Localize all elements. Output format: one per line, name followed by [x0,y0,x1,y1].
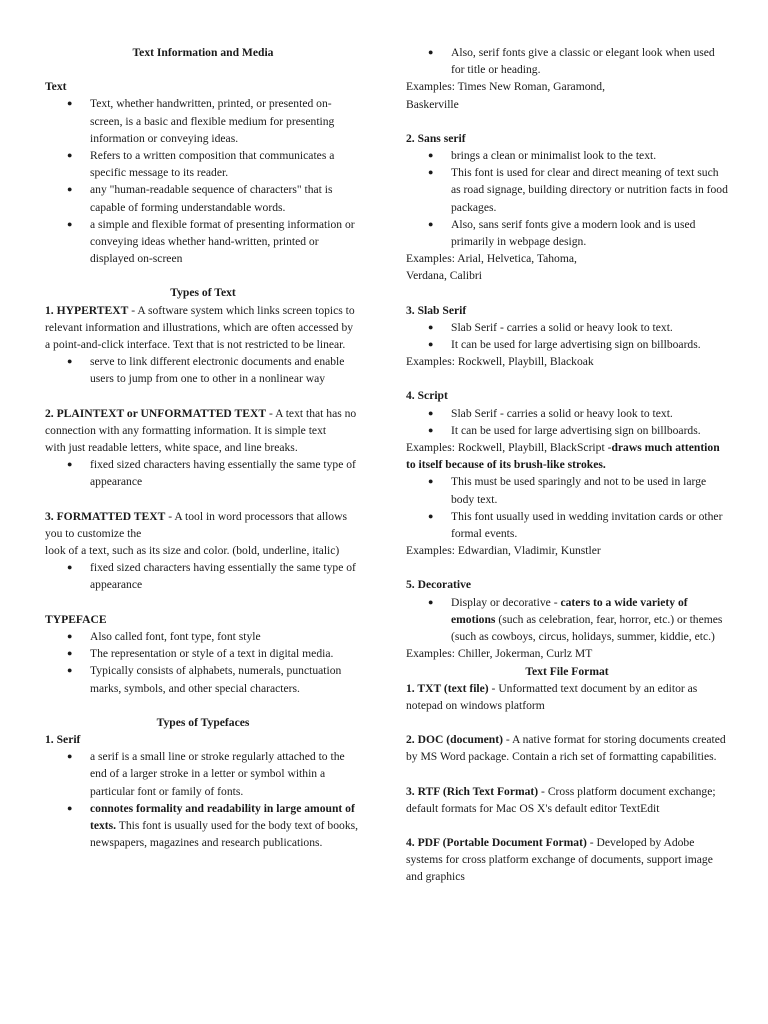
plaintext-paragraph [45,405,361,439]
script-bullet-list [406,405,728,439]
list-item: ● any "human-readable sequence of characters" that is capable of forming understandable words. [45,181,361,215]
sans-serif-examples: Examples: Arial, Helvetica, Tahoma, [406,252,577,266]
list-item: ● serve to link different electronic documents and enable users to jump from one to other in a nonlinear way [45,353,361,387]
plaintext-desc-continued: with just readable letters, white space, and line breaks. [45,441,298,455]
serif-bullet-list-continued [406,44,728,78]
list-item: ● This must be used sparingly and not to be used in large body text. [406,473,728,507]
types-of-text-title: Types of Text [170,286,236,300]
list-item: ● Refers to a written composition that communicates a specific message to its reader. [45,147,361,181]
list-item: ● It can be used for large advertising sign on billboards. [406,422,728,439]
formatted-bullet-list [45,559,361,593]
list-item: ● a simple and flexible format of presenting information or conveying ideas whether hand-written, printed or displayed on-screen [45,216,361,268]
list-item: ● brings a clean or minimalist look to the text. [406,147,728,164]
serif-bullet-rest: This font is usually used for the body text of books, newspapers, magazines and research publications. [90,818,359,850]
text-bullet-list [45,95,361,267]
serif-bullet-bold: connotes formality and readability in large amount of texts. [90,801,355,832]
decorative-examples: Examples: Chiller, Jokerman, Curlz MT [406,647,593,661]
decorative-bullet-list [406,594,728,646]
list-item: ● This font is used for clear and direct meaning of text such as road signage, building directory or nutrition facts in food packages. [406,164,728,216]
plaintext-term: 2. PLAINTEXT or UNFORMATTED TEXT [45,406,267,420]
hypertext-paragraph [45,302,361,354]
sans-serif-examples-continued: Verdana, Calibri [406,269,482,283]
list-item: ● Typically consists of alphabets, numerals, punctuation marks, symbols, and other special characters. [45,662,361,696]
text-file-format-title: Text File Format [525,664,609,678]
list-item: ● Also called font, font type, font style [45,628,361,645]
script-examples-bold: draws much attention to itself because of its brush-like strokes. [406,441,720,472]
document-title: Text Information and Media [132,46,274,59]
decorative-bullet-pre: Display or decorative - [451,595,561,609]
formatted-paragraph [45,508,361,542]
types-of-typefaces-title: Types of Typefaces [156,715,250,729]
pdf-desc: - Developed by Adobe systems for cross platform exchange of documents, support image and graphics [406,835,713,884]
doc-desc: - A native format for storing documents created by MS Word package. Contain a rich set of formatting capabilities. [406,733,726,764]
hypertext-bullet-list [45,353,361,387]
list-item: ● a serif is a small line or stroke regularly attached to the end of a larger stroke in a letter or symbol within a particular font or family of fonts. [45,748,361,800]
rtf-term: 3. RTF (Rich Text Format) [406,784,539,798]
pdf-term: 4. PDF (Portable Document Format) [406,835,587,849]
txt-paragraph [406,680,728,714]
list-item: ● Slab Serif - carries a solid or heavy look to text. [406,405,728,422]
rtf-desc: - Cross platform document exchange; default formats for Mac OS X's default editor TextEdit [406,784,716,815]
list-item [45,800,361,852]
list-item: ● It can be used for large advertising sign on billboards. [406,336,728,353]
text-heading: Text [45,80,67,94]
decorative-heading: 5. Decorative [406,578,472,592]
sans-serif-bullet-list [406,147,728,250]
typeface-bullet-list [45,628,361,697]
script-bullet-list-2 [406,473,728,542]
slab-serif-examples: Examples: Rockwell, Playbill, Blackoak [406,355,594,369]
doc-term: 2. DOC (document) [406,733,503,747]
slab-serif-bullet-list [406,319,728,353]
hypertext-desc: - A software system which links screen topics to relevant information and illustrations, which are often accessed by a point-and-click interface. Text that is not restricted to be linear. [45,303,355,352]
serif-examples: Examples: Times New Roman, Garamond, [406,80,606,94]
formatted-term: 3. FORMATTED TEXT [45,509,166,523]
doc-paragraph [406,731,728,765]
typeface-heading: TYPEFACE [45,612,107,626]
formatted-desc-continued: look of a text, such as its size and color. (bold, underline, italic) [45,544,340,558]
list-item: ● Also, sans serif fonts give a modern look and is used primarily in webpage design. [406,216,728,250]
list-item: ● fixed sized characters having essentially the same type of appearance [45,559,361,593]
left-column [45,44,361,851]
list-item: ● fixed sized characters having essentially the same type of appearance [45,456,361,490]
plaintext-desc: - A text that has no connection with any formatting information. It is simple text [45,406,357,437]
script-examples-2: Examples: Edwardian, Vladimir, Kunstler [406,544,601,558]
serif-heading: 1. Serif [45,732,81,746]
serif-bullet-list [45,748,361,851]
script-examples-text: Examples: Rockwell, Playbill, BlackScript - [406,441,612,455]
serif-examples-continued: Baskerville [406,97,459,111]
decorative-bullet-bold: caters to a wide variety of emotions [451,595,688,626]
plaintext-bullet-list [45,456,361,490]
list-item: ● Text, whether handwritten, printed, or presented on-screen, is a basic and flexible medium for presenting information or conveying ideas. [45,95,361,147]
slab-serif-heading: 3. Slab Serif [406,303,467,317]
sans-serif-heading: 2. Sans serif [406,131,466,145]
script-heading: 4. Script [406,389,448,403]
decorative-bullet-post: (such as celebration, fear, horror, etc.) or themes (such as cowboys, circus, holidays, summer, kiddie, etc.) [451,612,723,644]
hypertext-term: 1. HYPERTEXT [45,303,129,317]
txt-desc: - Unformatted text document by an editor as notepad on windows platform [406,681,698,712]
txt-term: 1. TXT (text file) [406,681,489,695]
list-item: ● Slab Serif - carries a solid or heavy look to text. [406,319,728,336]
list-item [406,594,728,646]
script-examples [406,439,728,473]
list-item: ● This font usually used in wedding invitation cards or other formal events. [406,508,728,542]
list-item: ● Also, serif fonts give a classic or elegant look when used for title or heading. [406,44,728,78]
pdf-paragraph [406,834,728,886]
right-column [406,44,728,886]
list-item: ● The representation or style of a text in digital media. [45,645,361,662]
rtf-paragraph [406,783,728,817]
formatted-desc: - A tool in word processors that allows you to customize the [45,509,347,540]
